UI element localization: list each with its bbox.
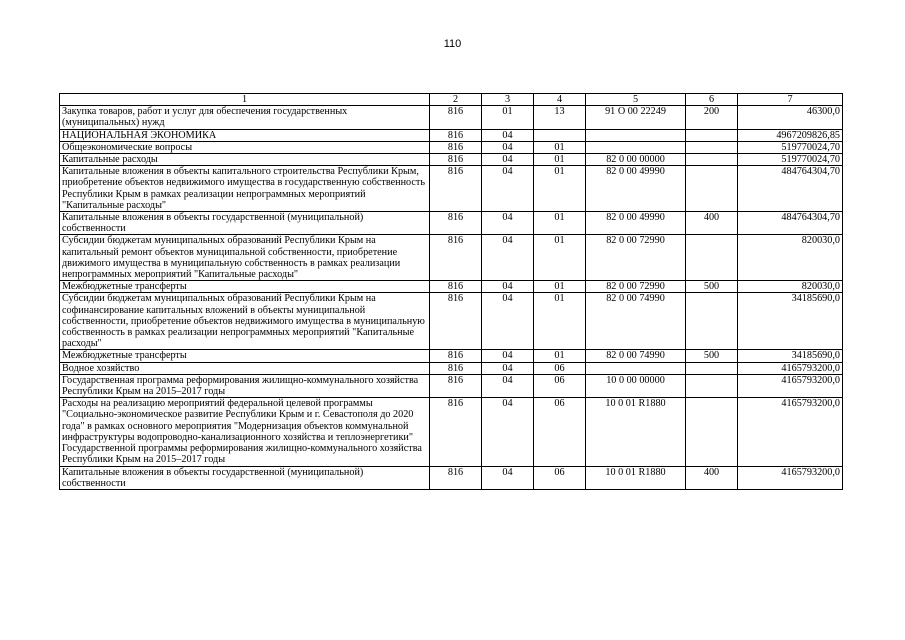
column-number: 4	[534, 94, 586, 106]
row-sum-cell: 4165793200,0	[738, 374, 843, 397]
row-rz-cell: 04	[482, 129, 534, 141]
row-csr-cell: 82 0 00 72990	[586, 235, 686, 281]
row-csr-cell	[586, 362, 686, 374]
row-csr-cell	[586, 129, 686, 141]
row-gr-cell: 816	[430, 154, 482, 166]
page-number: 110	[443, 38, 462, 50]
column-number: 6	[686, 94, 738, 106]
row-pr-cell: 01	[534, 154, 586, 166]
table-row	[60, 374, 843, 397]
row-name-cell: НАЦИОНАЛЬНАЯ ЭКОНОМИКА	[60, 129, 430, 141]
row-rz-cell: 04	[482, 398, 534, 466]
row-csr-cell: 82 0 00 74990	[586, 350, 686, 362]
row-vr-cell	[686, 362, 738, 374]
row-name-cell: Капитальные расходы	[60, 154, 430, 166]
row-name-cell: Расходы на реализацию мероприятий федеральной целевой программы "Социально-экономическое развитие Республики Крым и г. Севастополя до 2020 года" в рамках основного мероприятия "Модернизация объектов коммунальной инфраструктуры водопроводно-канализационного хозяйства и теплоэнергетики" Государственной программы реформирования жилищно-коммунального хозяйства Республики Крым на 2015–2017 годы	[60, 398, 430, 466]
row-vr-cell: 400	[686, 212, 738, 235]
row-name-cell: Капитальные вложения в объекты государственной (муниципальной) собственности	[60, 212, 430, 235]
row-rz-cell: 04	[482, 281, 534, 293]
table-row	[60, 166, 843, 212]
row-name-cell: Субсидии бюджетам муниципальных образований Республики Крым на софинансирование капитальных вложений в объекты муниципальной собственности, приобретение объектов недвижимого имущества в муниципальную собственность в рамках реализации непрограммных мероприятий "Капитальные расходы"	[60, 293, 430, 350]
row-vr-cell: 500	[686, 281, 738, 293]
row-rz-cell: 04	[482, 293, 534, 350]
row-sum-cell: 820030,0	[738, 235, 843, 281]
row-csr-cell: 82 0 00 49990	[586, 166, 686, 212]
row-vr-cell: 200	[686, 106, 738, 129]
row-gr-cell: 816	[430, 106, 482, 129]
row-name-cell: Закупка товаров, работ и услуг для обеспечения государственных (муниципальных) нужд	[60, 106, 430, 129]
row-name-cell: Субсидии бюджетам муниципальных образований Республики Крым на капитальный ремонт объектов муниципальной собственности, приобретение движимого имущества в муниципальную собственность в рамках реализации непрограммных мероприятий "Капитальные расходы"	[60, 235, 430, 281]
row-name-cell: Общеэкономические вопросы	[60, 141, 430, 153]
budget-table	[59, 93, 843, 490]
row-pr-cell: 06	[534, 374, 586, 397]
table-row	[60, 235, 843, 281]
table-row	[60, 281, 843, 293]
row-sum-cell: 4967209826,85	[738, 129, 843, 141]
row-csr-cell: 82 0 00 72990	[586, 281, 686, 293]
row-vr-cell	[686, 141, 738, 153]
row-rz-cell: 04	[482, 235, 534, 281]
row-pr-cell: 06	[534, 362, 586, 374]
row-rz-cell: 04	[482, 212, 534, 235]
table-row	[60, 212, 843, 235]
row-sum-cell: 519770024,70	[738, 154, 843, 166]
row-rz-cell: 04	[482, 350, 534, 362]
row-sum-cell: 820030,0	[738, 281, 843, 293]
row-sum-cell: 4165793200,0	[738, 362, 843, 374]
row-sum-cell: 34185690,0	[738, 293, 843, 350]
row-gr-cell: 816	[430, 374, 482, 397]
row-sum-cell: 4165793200,0	[738, 398, 843, 466]
row-gr-cell: 816	[430, 362, 482, 374]
row-vr-cell: 500	[686, 350, 738, 362]
row-rz-cell: 04	[482, 362, 534, 374]
row-gr-cell: 816	[430, 166, 482, 212]
row-name-cell: Межбюджетные трансферты	[60, 281, 430, 293]
table-row	[60, 106, 843, 129]
table-header-row	[60, 94, 843, 106]
column-number: 1	[60, 94, 430, 106]
row-sum-cell: 484764304,70	[738, 166, 843, 212]
row-vr-cell	[686, 154, 738, 166]
table-row	[60, 350, 843, 362]
row-csr-cell: 91 О 00 22249	[586, 106, 686, 129]
row-csr-cell: 82 0 00 49990	[586, 212, 686, 235]
row-name-cell: Водное хозяйство	[60, 362, 430, 374]
row-name-cell: Капитальные вложения в объекты капитального строительства Республики Крым, приобретение объектов недвижимого имущества в государственную собственность Республики Крым в рамках реализации непрограммных мероприятий "Капитальные расходы"	[60, 166, 430, 212]
table-row	[60, 466, 843, 489]
row-pr-cell: 01	[534, 235, 586, 281]
row-csr-cell: 10 0 00 00000	[586, 374, 686, 397]
row-rz-cell: 01	[482, 106, 534, 129]
row-vr-cell	[686, 293, 738, 350]
row-gr-cell: 816	[430, 466, 482, 489]
row-gr-cell: 816	[430, 293, 482, 350]
row-sum-cell: 34185690,0	[738, 350, 843, 362]
row-pr-cell: 01	[534, 212, 586, 235]
row-name-cell: Межбюджетные трансферты	[60, 350, 430, 362]
table-row	[60, 293, 843, 350]
row-sum-cell: 4165793200,0	[738, 466, 843, 489]
row-sum-cell: 519770024,70	[738, 141, 843, 153]
row-pr-cell: 01	[534, 350, 586, 362]
row-gr-cell: 816	[430, 350, 482, 362]
row-pr-cell: 13	[534, 106, 586, 129]
row-sum-cell: 46300,0	[738, 106, 843, 129]
row-sum-cell: 484764304,70	[738, 212, 843, 235]
row-rz-cell: 04	[482, 141, 534, 153]
row-rz-cell: 04	[482, 466, 534, 489]
row-pr-cell: 01	[534, 166, 586, 212]
row-csr-cell: 82 0 00 74990	[586, 293, 686, 350]
row-vr-cell	[686, 166, 738, 212]
row-rz-cell: 04	[482, 374, 534, 397]
row-pr-cell: 06	[534, 466, 586, 489]
row-gr-cell: 816	[430, 212, 482, 235]
column-number: 5	[586, 94, 686, 106]
column-number: 3	[482, 94, 534, 106]
table-row	[60, 129, 843, 141]
column-number: 7	[738, 94, 843, 106]
row-pr-cell: 01	[534, 281, 586, 293]
row-gr-cell: 816	[430, 281, 482, 293]
table-row	[60, 154, 843, 166]
table-row	[60, 398, 843, 466]
row-rz-cell: 04	[482, 154, 534, 166]
row-vr-cell	[686, 374, 738, 397]
row-pr-cell: 01	[534, 293, 586, 350]
table-row	[60, 362, 843, 374]
row-pr-cell	[534, 129, 586, 141]
row-csr-cell: 82 0 00 00000	[586, 154, 686, 166]
row-name-cell: Государственная программа реформирования жилищно-коммунального хозяйства Республики Крым на 2015–2017 годы	[60, 374, 430, 397]
table-row	[60, 141, 843, 153]
row-vr-cell	[686, 235, 738, 281]
row-csr-cell: 10 0 01 R1880	[586, 398, 686, 466]
column-number: 2	[430, 94, 482, 106]
row-pr-cell: 01	[534, 141, 586, 153]
row-name-cell: Капитальные вложения в объекты государственной (муниципальной) собственности	[60, 466, 430, 489]
row-rz-cell: 04	[482, 166, 534, 212]
row-vr-cell: 400	[686, 466, 738, 489]
row-gr-cell: 816	[430, 398, 482, 466]
row-vr-cell	[686, 398, 738, 466]
row-csr-cell	[586, 141, 686, 153]
row-gr-cell: 816	[430, 141, 482, 153]
row-gr-cell: 816	[430, 235, 482, 281]
row-vr-cell	[686, 129, 738, 141]
row-gr-cell: 816	[430, 129, 482, 141]
row-pr-cell: 06	[534, 398, 586, 466]
row-csr-cell: 10 0 01 R1880	[586, 466, 686, 489]
